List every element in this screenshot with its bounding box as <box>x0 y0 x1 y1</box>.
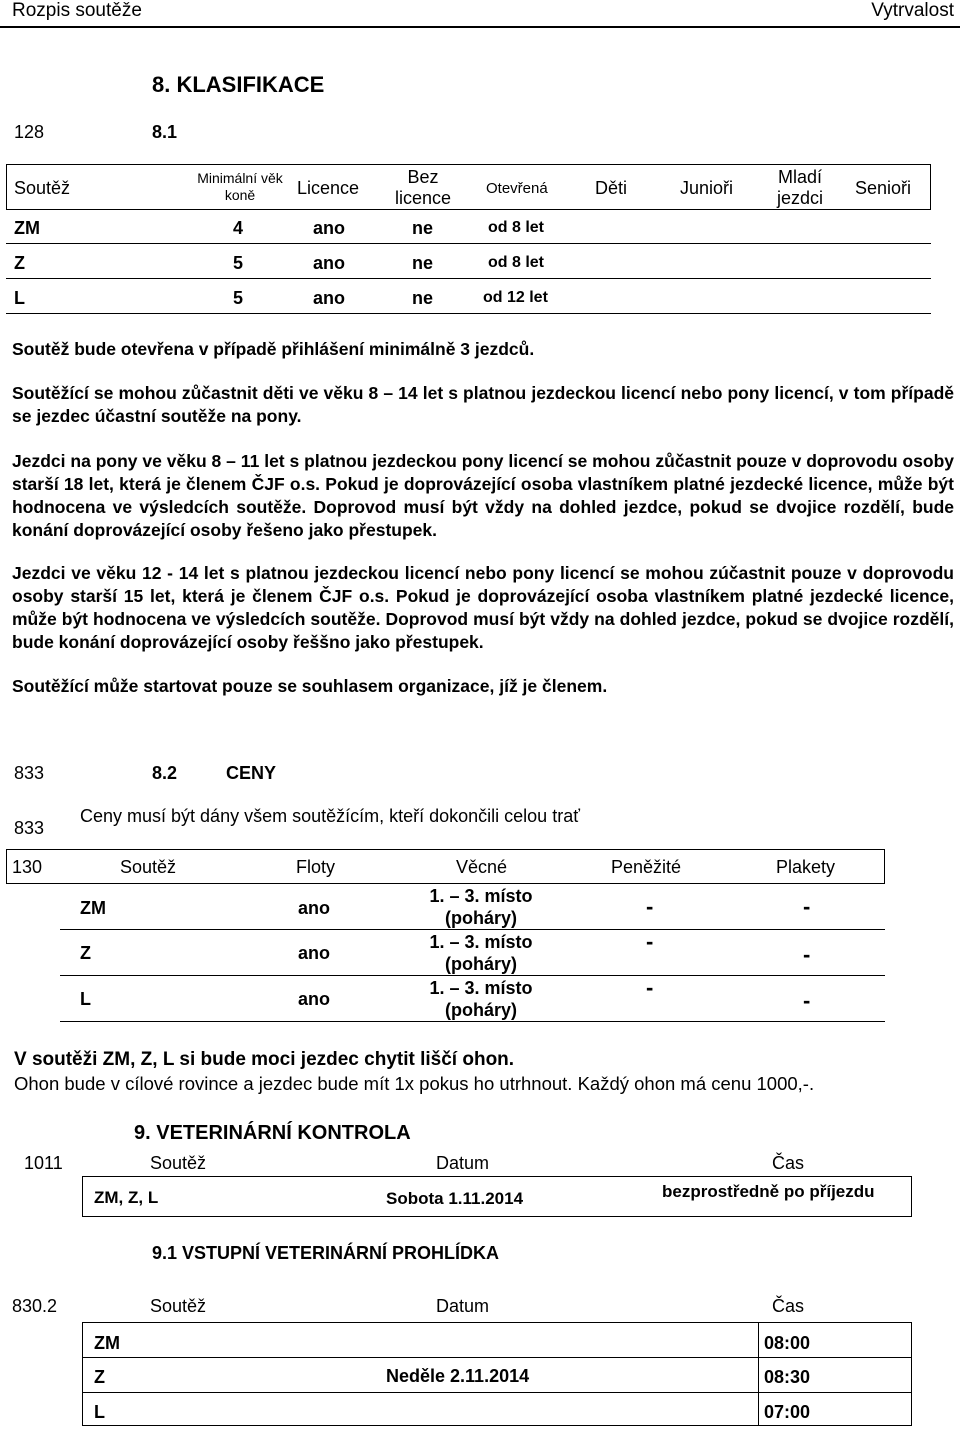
vst-r0-soutez: ZM <box>94 1333 120 1353</box>
header-right: Vytrvalost <box>871 0 954 21</box>
vst-row-rule <box>82 1357 912 1358</box>
vst-h-datum: Datum <box>436 1296 490 1316</box>
vst-date: Neděle 2.11.2014 <box>386 1366 530 1386</box>
kl-r1-bez: ne <box>412 253 434 273</box>
kl-r0-vek: 4 <box>233 218 244 238</box>
para-souhlas: Soutěžící může startovat pouze se souhlasem organizace, jíž je členem. <box>12 676 608 696</box>
liska-text: Ohon bude v cílové rovince a jezdec bude mít 1x pokus ho utrhnout. Každý ohon má cenu 1000,-. <box>14 1073 815 1094</box>
kl-h-seniori: Senioři <box>855 178 912 198</box>
vet-r-soutez: ZM, Z, L <box>94 1188 159 1207</box>
ceny-r0-soutez: ZM <box>80 898 106 918</box>
vet-h-soutez: Soutěž <box>150 1153 207 1173</box>
kl-r1-licence: ano <box>313 253 346 273</box>
vst-r0-cas: 08:00 <box>764 1333 811 1353</box>
para-souteizici: Soutěžící se mohou zůčastnit děti ve věku 8 – 14 let s platnou jezdeckou licencí nebo pony licencí, v tom případě se jezdec účastní soutěže na pony. <box>12 383 954 426</box>
kl-h-bezlicence: Bez licence <box>394 167 452 208</box>
ceny-r0-vecne2: (poháry) <box>445 908 517 928</box>
kl-r1-soutez: Z <box>14 253 25 273</box>
para-jezdci-pony: Jezdci na pony ve věku 8 – 11 let s platnou jezdeckou pony licencí se mohou zůčastnit pouze v doprovodu osoby starší 18 let, která je členem ČJF o.s. Pokud je doprovázející osoba vlastníkem platné jezdecké licence, může být hodnocena ve výsledcích soutěže. Doprovod musí být vždy na dohled jezdce, pokud se dvojice rozdělí, bude konání doprovázející osoby řešeno jako přestupek. <box>12 451 954 540</box>
ceny-num2: 833 <box>14 818 45 838</box>
para-jezdci-12: Jezdci ve věku 12 - 14 let s platnou jezdeckou licencí nebo pony licencí se mohou zúčastnit pouze v doprovodu osoby starší 15 let, která je členem ČJF o.s. Pokud je doprovázející osoba vlastníkem platné jezdecké licence, může být hodnocena ve výsledcích soutěže. Doprovod musí být vždy na dohled jezdce, pokud se dvojice rozdělí, bude konání doprovázející osoby řeššno jako přestupek. <box>12 563 954 652</box>
section-num: 128 <box>14 122 45 142</box>
kl-row-rule <box>6 278 931 279</box>
kl-r2-licence: ano <box>313 288 346 308</box>
vet-num: 1011 <box>24 1153 63 1173</box>
header-rule <box>0 26 960 28</box>
kl-h-juniori: Junioři <box>680 178 734 198</box>
vst-col-rule <box>758 1322 759 1426</box>
kl-r0-soutez: ZM <box>14 218 40 238</box>
ceny-h-penezite: Peněžité <box>611 857 682 877</box>
ceny-r0-plakety: - <box>803 894 811 919</box>
ceny-r2-vecne1: 1. – 3. místo <box>429 978 533 998</box>
kl-row-rule <box>6 313 931 314</box>
ceny-r2-vecne2: (poháry) <box>445 1000 517 1020</box>
ceny-r0-vecne1: 1. – 3. místo <box>429 886 533 906</box>
kl-r1-vek: 5 <box>233 253 244 273</box>
kl-r0-licence: ano <box>313 218 346 238</box>
ceny-r1-vecne1: 1. – 3. místo <box>429 932 533 952</box>
vst-title: 9.1 VSTUPNÍ VETERINÁRNÍ PROHLÍDKA <box>152 1243 500 1263</box>
ceny-r1-floty: ano <box>298 943 331 963</box>
kl-row-rule <box>6 243 931 244</box>
liska-bold: V soutěži ZM, Z, L si bude moci jezdec chytit liščí ohon. <box>14 1049 515 1070</box>
kl-h-licence: Licence <box>297 178 360 198</box>
vst-r2-cas: 07:00 <box>764 1402 811 1422</box>
vst-num: 830.2 <box>12 1296 58 1316</box>
ceny-row-rule <box>60 929 885 930</box>
vet-title: 9. VETERINÁRNÍ KONTROLA <box>134 1122 411 1144</box>
vet-h-datum: Datum <box>436 1153 490 1173</box>
ceny-r1-vecne2: (poháry) <box>445 954 517 974</box>
vet-h-cas: Čas <box>772 1153 805 1173</box>
ceny-title: 8.2 <box>152 763 178 783</box>
header-left: Rozpis soutěže <box>12 0 142 21</box>
ceny-title2: CENY <box>226 763 277 783</box>
kl-r1-otevrena: od 8 let <box>488 254 545 271</box>
vst-r2-soutez: L <box>94 1402 105 1422</box>
ceny-h-soutez: Soutěž <box>120 857 177 877</box>
ceny-r0-penezite: - <box>646 894 654 919</box>
ceny-r1-penezite: - <box>646 929 654 954</box>
ceny-h-num: 130 <box>12 857 43 877</box>
kl-r0-otevrena: od 8 let <box>488 219 545 236</box>
kl-h-soutez: Soutěž <box>14 178 71 198</box>
vst-r1-soutez: Z <box>94 1367 105 1387</box>
vst-row-rule <box>82 1392 912 1393</box>
kl-r2-otevrena: od 12 let <box>483 289 548 306</box>
ceny-h-vecne: Věcné <box>456 857 508 877</box>
ceny-r2-soutez: L <box>80 989 91 1009</box>
vet-r-datum: Sobota 1.11.2014 <box>386 1189 524 1208</box>
ceny-row-rule <box>60 975 885 976</box>
kl-h-mladi: Mladí jezdci <box>776 167 824 208</box>
kl-h-deti: Děti <box>595 178 628 198</box>
vet-r-cas: bezprostředně po příjezdu <box>662 1182 875 1201</box>
ceny-r2-penezite: - <box>646 975 654 1000</box>
ceny-r1-plakety: - <box>803 942 811 967</box>
ceny-r2-plakety: - <box>803 988 811 1013</box>
kl-h-vek: Minimální věk koně <box>197 170 283 203</box>
ceny-r1-soutez: Z <box>80 943 91 963</box>
kl-r0-bez: ne <box>412 218 434 238</box>
ceny-r0-floty: ano <box>298 898 331 918</box>
para-otevrena: Soutěž bude otevřena v případě přihlášení minimálně 3 jezdců. <box>12 339 535 359</box>
ceny-r2-floty: ano <box>298 989 331 1009</box>
section-title: 8. KLASIFIKACE <box>152 72 325 97</box>
vst-r1-cas: 08:30 <box>764 1367 811 1387</box>
ceny-row-rule <box>60 1021 885 1022</box>
ceny-h-plakety: Plakety <box>776 857 836 877</box>
ceny-num: 833 <box>14 763 45 783</box>
vst-h-soutez: Soutěž <box>150 1296 207 1316</box>
kl-r2-soutez: L <box>14 288 25 308</box>
ceny-note: Ceny musí být dány všem soutěžícím, kteří dokončili celou trať <box>80 806 580 826</box>
kl-r2-bez: ne <box>412 288 434 308</box>
section-sub: 8.1 <box>152 122 178 142</box>
kl-h-otevrena: Otevřená <box>486 180 548 197</box>
kl-r2-vek: 5 <box>233 288 244 308</box>
ceny-h-floty: Floty <box>296 857 336 877</box>
vst-h-cas: Čas <box>772 1296 805 1316</box>
